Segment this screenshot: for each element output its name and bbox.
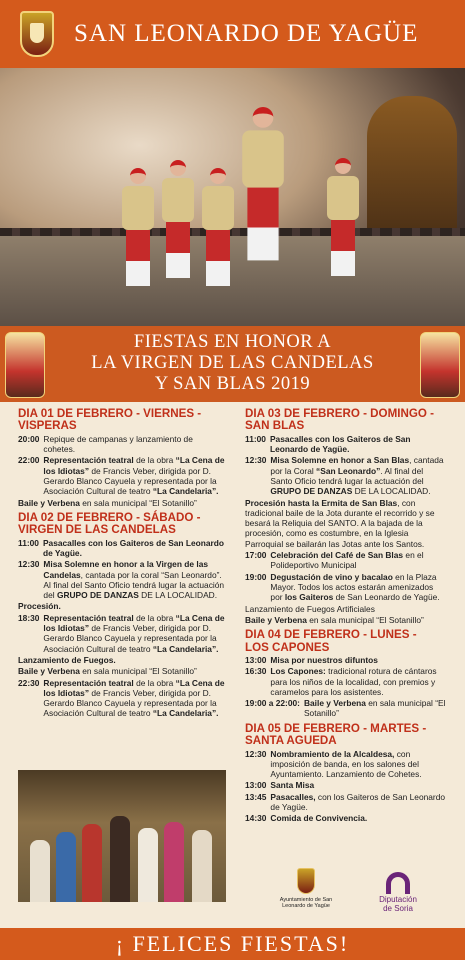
actor-figure — [164, 822, 184, 902]
actor-figure — [56, 832, 76, 902]
day-heading — [18, 512, 225, 537]
event-bold: Degustación de vino y bacalao — [270, 571, 393, 582]
event-plain: en la Plaza Mayor. Todos los actos estarán amenizados por — [270, 571, 437, 603]
event-item — [245, 780, 446, 790]
actor-figure — [192, 830, 212, 902]
day-heading — [245, 723, 446, 748]
event-text — [304, 698, 446, 719]
day-title: DIA 02 DE FEBRERO - SÁBADO - — [18, 510, 201, 524]
event-item — [245, 550, 446, 571]
banner-line: LA VIRGEN DE LAS CANDELAS — [91, 353, 374, 373]
event-item — [245, 749, 446, 780]
event-item: Lanzamiento de Fuegos Artificiales — [245, 603, 375, 614]
event-plain: con imposición de banda, en los salones del Ayuntamiento. Lanzamiento de Cohetes. — [270, 748, 422, 780]
event-item — [18, 666, 225, 676]
town-crest-icon — [20, 11, 54, 57]
event-bold: Pasacalles, — [270, 791, 316, 802]
event-time: 12:30 — [245, 748, 267, 759]
ayuntamiento-crest-icon — [297, 868, 315, 894]
event-plain: con los Gaiteros de San Leonardo de Yagüe. — [270, 791, 446, 813]
day-heading — [18, 408, 225, 433]
event-bold: “La Candelaria”. — [152, 486, 219, 497]
event-time: 12:30 — [245, 455, 267, 466]
banner-line: Y SAN BLAS 2019 — [154, 374, 311, 394]
footer-banner — [0, 928, 465, 960]
actor-figure — [30, 840, 50, 902]
event-plain: tradicional rotura de cántaros para los niños de la localidad, con premios y caramelos para los asistentes. — [270, 666, 437, 697]
event-bold: Representación teatral — [43, 455, 134, 466]
event-bold: “La Candelaria”. — [152, 643, 219, 654]
event-bold: Celebración del Café de San Blas — [270, 550, 404, 561]
event-text: Repique de campanas y lanzamiento de cohetes. — [43, 433, 193, 455]
event-time: 20:00 — [18, 433, 40, 444]
event-plain: DE LA LOCALIDAD. — [354, 486, 431, 497]
event-bold: Los Capones: — [270, 666, 326, 677]
event-item — [245, 813, 446, 823]
event-bold: GRUPO DE DANZAS — [270, 486, 353, 497]
event-item — [18, 455, 225, 496]
event-time: 22:30 — [18, 677, 40, 688]
program-left-column — [18, 408, 225, 719]
diputacion-arc-icon — [386, 872, 410, 894]
event-text: Pasacalles con los Gaiteros de San Leonardo de Yagüe. — [42, 537, 225, 558]
event-item — [18, 613, 225, 654]
event-plain: de Francis Veber, dirigida por D. Gerardo Blanco Cayuela y representada por la Asociación Cultural de teatro — [43, 465, 217, 497]
day-subtitle: SANTA AGUEDA — [245, 734, 337, 748]
event-plain: en el Polideportivo Municipal — [270, 550, 424, 571]
event-text — [270, 749, 446, 780]
event-text — [43, 455, 225, 496]
ayuntamiento-label: Ayuntamiento de San Leonardo de Yagüe — [279, 897, 333, 909]
event-item — [245, 455, 446, 496]
fiestas-banner — [0, 326, 465, 402]
event-item — [18, 434, 225, 455]
event-item — [18, 498, 225, 508]
event-plain: , cantada por la coral “San Leonardo”. Al final del Santo Oficio tendrá lugar la actuación del — [43, 569, 225, 601]
event-bold: Baile y Verbena — [18, 666, 80, 677]
event-item — [245, 434, 446, 455]
day-heading — [245, 408, 446, 433]
day-title: DIA 03 DE FEBRERO - DOMINGO - — [245, 407, 434, 420]
event-bold: Baile y Verbena — [18, 497, 80, 508]
event-text — [270, 666, 446, 697]
event-time: 12:30 — [18, 559, 40, 570]
day-subtitle: VISPERAS — [18, 419, 77, 433]
event-item — [245, 498, 446, 549]
banner-title — [50, 332, 415, 395]
event-plain: en sala municipal “El Sotanillo” — [82, 666, 197, 677]
event-item: Procesión. — [18, 601, 61, 612]
event-plain: de Francis Veber, dirigida por D. Gerardo Blanco Cayuela y representada por la Asociación Cultural de teatro — [43, 687, 217, 719]
day-title: DIA 01 DE FEBRERO - VIERNES - — [18, 407, 202, 420]
theatre-photo — [18, 770, 226, 902]
event-bold: “La Cena de los Idiotas” — [43, 677, 225, 698]
event-bold: Baile y Verbena — [245, 614, 307, 625]
event-text: Comida de Convivencia. — [270, 813, 368, 824]
event-plain: en sala municipal “El Sotanillo” — [303, 698, 446, 719]
event-text — [270, 572, 446, 603]
event-bold: Representación teatral — [43, 677, 134, 688]
event-text: Misa por nuestros difuntos — [270, 654, 378, 665]
saint-blas-image — [420, 332, 460, 398]
event-time: 19:00 a 22:00: — [245, 698, 300, 709]
event-plain: de Francis Veber, dirigida por D. Gerardo Blanco Cayuela y representada por la Asociación Cultural de teatro — [43, 623, 217, 654]
dancer-figure — [120, 168, 156, 308]
diputacion-logo — [363, 872, 433, 913]
event-item — [245, 615, 446, 625]
event-bold: Baile y Verbena — [303, 698, 366, 709]
program-right-column — [245, 408, 446, 824]
event-time: 13:00 — [245, 780, 267, 791]
day-subtitle: VIRGEN DE LAS CANDELAS — [18, 523, 176, 537]
event-item — [18, 538, 225, 559]
event-time: 11:00 — [245, 433, 266, 444]
event-text: Pasacalles con los Gaiteros de San Leonardo de Yagüe. — [269, 433, 411, 455]
actor-figure — [138, 828, 158, 902]
event-item — [18, 559, 225, 600]
diputacion-label: Diputación — [379, 895, 417, 904]
event-text — [43, 678, 225, 719]
event-plain: en sala municipal “El Sotanillo” — [82, 497, 197, 508]
event-plain: , cantada por la Coral — [270, 455, 444, 476]
day-subtitle: LOS CAPONES — [245, 640, 330, 654]
event-time: 14:30 — [245, 813, 267, 824]
event-time: 11:00 — [18, 537, 39, 548]
event-bold: GRUPO DE DANZAS — [56, 590, 139, 601]
event-item — [245, 666, 446, 697]
event-item — [245, 698, 446, 719]
virgin-image — [5, 332, 45, 398]
event-time: 13:00 — [245, 654, 267, 665]
event-plain: de San Leonardo de Yagüe. — [335, 592, 440, 603]
dancer-figure — [240, 107, 287, 289]
sponsor-logos — [245, 868, 446, 924]
ayuntamiento-logo — [271, 868, 341, 909]
event-item — [245, 572, 446, 603]
dancer-figure — [200, 168, 236, 308]
event-plain: de la obra — [136, 455, 174, 466]
day-heading — [245, 629, 446, 654]
event-text — [270, 792, 446, 813]
event-plain: en sala municipal “El Sotanillo” — [309, 614, 424, 625]
footer-text: ¡ FELICES FIESTAS! — [115, 931, 350, 956]
event-bold: Nombramiento de la Alcaldesa, — [270, 748, 395, 759]
event-item — [18, 678, 225, 719]
day-subtitle: SAN BLAS — [245, 419, 305, 433]
event-time: 16:30 — [245, 666, 267, 677]
event-plain: DE LA LOCALIDAD. — [141, 590, 218, 601]
header-bar — [0, 0, 465, 68]
actor-figure — [110, 816, 130, 902]
event-item — [245, 655, 446, 665]
event-bold: Procesión hasta la Ermita de San Blas — [245, 497, 398, 508]
event-bold: “La Cena de los Idiotas” — [43, 455, 225, 476]
town-title: SAN LEONARDO DE YAGÜE — [74, 20, 419, 47]
banner-line: FIESTAS EN HONOR A — [133, 332, 332, 352]
event-text — [270, 455, 446, 496]
event-text — [43, 559, 225, 600]
event-plain: de la obra — [136, 612, 174, 623]
actor-figure — [82, 824, 102, 902]
event-time: 17:00 — [245, 550, 267, 561]
event-time: 18:30 — [18, 612, 40, 623]
event-text — [270, 550, 446, 571]
event-text: Santa Misa — [270, 780, 315, 791]
event-bold: Representación teatral — [43, 612, 134, 623]
event-item — [245, 792, 446, 813]
event-plain: de la obra — [136, 677, 174, 688]
dancers-photo — [0, 68, 465, 326]
dancer-figure — [325, 158, 361, 298]
event-plain: . Al final del Santo Oficio tendrá lugar la actuación del — [270, 465, 424, 486]
diputacion-label: de Soria — [383, 903, 413, 913]
event-text — [43, 613, 225, 654]
event-time: 22:00 — [18, 455, 40, 466]
day-title: DIA 05 DE FEBRERO - MARTES - — [245, 721, 427, 735]
event-time: 19:00 — [245, 571, 267, 582]
event-bold: “San Leonardo” — [316, 465, 381, 476]
event-item: Lanzamiento de Fuegos. — [18, 654, 116, 665]
event-bold: Misa Solemne en honor a San Blas — [270, 455, 410, 466]
event-bold: “La Candelaria”. — [152, 708, 219, 719]
event-bold: los Gaiteros — [284, 592, 334, 603]
day-title: DIA 04 DE FEBRERO - LUNES - — [245, 628, 417, 642]
event-time: 13:45 — [245, 791, 267, 802]
event-bold: “La Cena de los Idiotas” — [43, 612, 225, 634]
dancer-figure — [160, 160, 196, 300]
event-plain: , con tradicional baile de la Jota durante el recorrido y se besará la Reliquia del SANTO. A la bajada de la procesión, como es costumbre, en la Iglesia Parroquial se bailarán las Jotas ante los Santos. — [245, 497, 435, 549]
event-bold: Misa Solemne en honor a la Virgen de las Candelas — [43, 559, 209, 580]
